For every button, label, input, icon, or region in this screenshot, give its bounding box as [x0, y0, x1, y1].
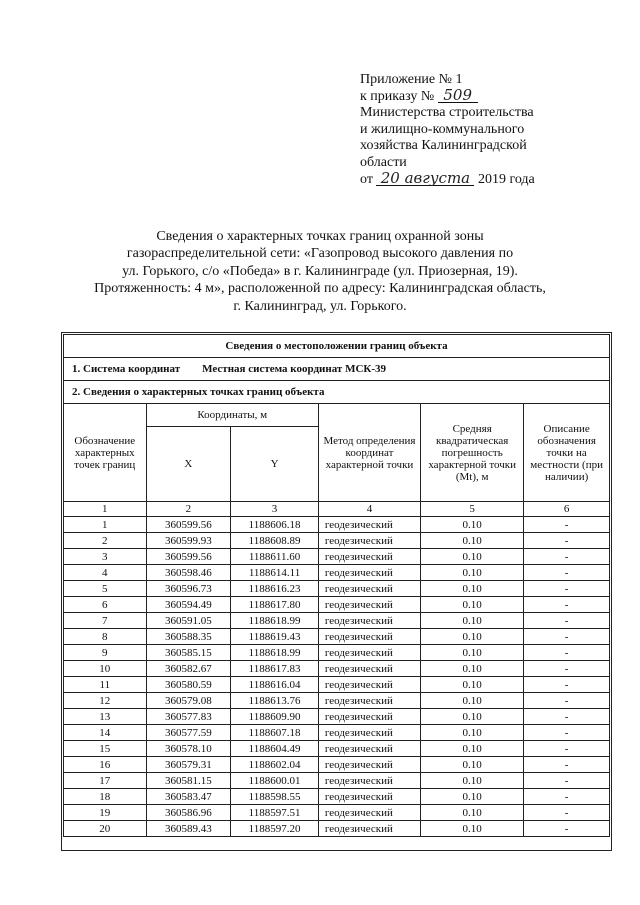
point-number-cell: 7 [64, 613, 147, 629]
description-cell: - [524, 677, 610, 693]
mt-error-cell: 0.10 [421, 821, 524, 837]
points-section-title: 2. Сведения о характерных точках границ объекта [64, 381, 610, 404]
table-row [64, 725, 610, 741]
y-coordinate-cell: 1188607.18 [231, 725, 319, 741]
header-x: X [146, 427, 231, 502]
y-coordinate-cell: 1188598.55 [231, 789, 319, 805]
x-coordinate-cell: 360582.67 [146, 661, 231, 677]
description-cell: - [524, 581, 610, 597]
table-row [64, 709, 610, 725]
mt-error-cell: 0.10 [421, 533, 524, 549]
y-coordinate-cell: 1188616.23 [231, 581, 319, 597]
x-coordinate-cell: 360599.93 [146, 533, 231, 549]
mt-error-cell: 0.10 [421, 677, 524, 693]
table-row [64, 741, 610, 757]
x-coordinate-cell: 360586.96 [146, 805, 231, 821]
point-number-cell: 4 [64, 565, 147, 581]
ministry-line-2: и жилищно-коммунального [360, 121, 525, 137]
order-prefix: к приказу № [360, 88, 435, 104]
appendix-title: Приложение № 1 [360, 72, 463, 87]
table-title: Сведения о местоположении границ объекта [64, 335, 610, 358]
point-number-cell: 20 [64, 821, 147, 837]
point-number-cell: 10 [64, 661, 147, 677]
x-coordinate-cell: 360594.49 [146, 597, 231, 613]
point-number-cell: 5 [64, 581, 147, 597]
description-cell: - [524, 757, 610, 773]
method-cell: геодезический [318, 645, 420, 661]
column-number: 3 [231, 502, 319, 517]
ministry-line-1: Министерства строительства [360, 105, 534, 121]
date-prefix: от [360, 171, 373, 187]
x-coordinate-cell: 360578.10 [146, 741, 231, 757]
order-reference [360, 85, 610, 106]
method-cell: геодезический [318, 725, 420, 741]
y-coordinate-cell: 1188616.04 [231, 677, 319, 693]
heading-line-5: г. Калининград, ул. Горького. [233, 298, 407, 314]
table-row [64, 581, 610, 597]
table-row [64, 517, 610, 533]
y-coordinate-cell: 1188602.04 [231, 757, 319, 773]
column-number: 1 [64, 502, 147, 517]
y-coordinate-cell: 1188606.18 [231, 517, 319, 533]
description-cell: - [524, 805, 610, 821]
point-number-cell: 2 [64, 533, 147, 549]
x-coordinate-cell: 360596.73 [146, 581, 231, 597]
y-coordinate-cell: 1188597.20 [231, 821, 319, 837]
description-cell: - [524, 709, 610, 725]
description-cell: - [524, 549, 610, 565]
description-cell: - [524, 725, 610, 741]
coordinate-system-value: Местная система координат МСК-39 [202, 363, 387, 375]
method-cell: геодезический [318, 693, 420, 709]
mt-error-cell: 0.10 [421, 581, 524, 597]
method-cell: геодезический [318, 677, 420, 693]
table-row [64, 661, 610, 677]
mt-error-cell: 0.10 [421, 549, 524, 565]
description-cell: - [524, 565, 610, 581]
method-cell: геодезический [318, 533, 420, 549]
point-number-cell: 11 [64, 677, 147, 693]
column-number: 5 [421, 502, 524, 517]
heading-line-1: Сведения о характерных точках границ охранной зоны [156, 229, 484, 244]
table-row [64, 677, 610, 693]
table-row [64, 629, 610, 645]
x-coordinate-cell: 360599.56 [146, 549, 231, 565]
x-coordinate-cell: 360589.43 [146, 821, 231, 837]
header-error: Средняя квадратическая погрешность характерной точки (Mt), м [421, 404, 524, 502]
description-cell: - [524, 821, 610, 837]
x-coordinate-cell: 360591.05 [146, 613, 231, 629]
point-number-cell: 1 [64, 517, 147, 533]
header-designation: Обозначение характерных точек границ [64, 404, 147, 502]
description-cell: - [524, 597, 610, 613]
y-coordinate-cell: 1188618.99 [231, 613, 319, 629]
coordinate-system-label: 1. Система координат [72, 363, 181, 375]
table-row [64, 757, 610, 773]
y-coordinate-cell: 1188617.83 [231, 661, 319, 677]
coordinate-system-row [64, 358, 610, 381]
method-cell: геодезический [318, 773, 420, 789]
point-number-cell: 8 [64, 629, 147, 645]
table-row [64, 773, 610, 789]
point-number-cell: 3 [64, 549, 147, 565]
column-number-row [64, 502, 610, 517]
x-coordinate-cell: 360577.59 [146, 725, 231, 741]
method-cell: геодезический [318, 597, 420, 613]
description-cell: - [524, 693, 610, 709]
table-row [64, 693, 610, 709]
mt-error-cell: 0.10 [421, 693, 524, 709]
order-date [360, 168, 610, 189]
point-number-cell: 6 [64, 597, 147, 613]
description-cell: - [524, 533, 610, 549]
mt-error-cell: 0.10 [421, 741, 524, 757]
y-coordinate-cell: 1188619.43 [231, 629, 319, 645]
x-coordinate-cell: 360577.83 [146, 709, 231, 725]
x-coordinate-cell: 360598.46 [146, 565, 231, 581]
description-cell: - [524, 613, 610, 629]
x-coordinate-cell: 360581.15 [146, 773, 231, 789]
y-coordinate-cell: 1188597.51 [231, 805, 319, 821]
mt-error-cell: 0.10 [421, 757, 524, 773]
description-cell: - [524, 629, 610, 645]
method-cell: геодезический [318, 613, 420, 629]
method-cell: геодезический [318, 821, 420, 837]
mt-error-cell: 0.10 [421, 725, 524, 741]
method-cell: геодезический [318, 661, 420, 677]
table-row [64, 565, 610, 581]
mt-error-cell: 0.10 [421, 597, 524, 613]
mt-error-cell: 0.10 [421, 773, 524, 789]
x-coordinate-cell: 360588.35 [146, 629, 231, 645]
table-row [64, 597, 610, 613]
method-cell: геодезический [318, 741, 420, 757]
header-description: Описание обозначения точки на местности (при наличии) [524, 404, 610, 502]
method-cell: геодезический [318, 517, 420, 533]
x-coordinate-cell: 360579.08 [146, 693, 231, 709]
mt-error-cell: 0.10 [421, 645, 524, 661]
description-cell: - [524, 773, 610, 789]
description-cell: - [524, 789, 610, 805]
mt-error-cell: 0.10 [421, 613, 524, 629]
table-row [64, 789, 610, 805]
column-number: 6 [524, 502, 610, 517]
description-cell: - [524, 517, 610, 533]
mt-error-cell: 0.10 [421, 565, 524, 581]
y-coordinate-cell: 1188608.89 [231, 533, 319, 549]
heading-line-3: ул. Горького, с/о «Победа» в г. Калининграде (ул. Приозерная, 19). [122, 263, 518, 279]
point-number-cell: 13 [64, 709, 147, 725]
method-cell: геодезический [318, 629, 420, 645]
x-coordinate-cell: 360583.47 [146, 789, 231, 805]
table-row [64, 821, 610, 837]
column-number: 2 [146, 502, 231, 517]
y-coordinate-cell: 1188604.49 [231, 741, 319, 757]
x-coordinate-cell: 360579.31 [146, 757, 231, 773]
x-coordinate-cell: 360585.15 [146, 645, 231, 661]
column-number: 4 [318, 502, 420, 517]
header-y: Y [231, 427, 319, 502]
point-number-cell: 12 [64, 693, 147, 709]
ministry-line-3: хозяйства Калининградской [360, 138, 527, 154]
mt-error-cell: 0.10 [421, 789, 524, 805]
mt-error-cell: 0.10 [421, 805, 524, 821]
point-number-cell: 15 [64, 741, 147, 757]
mt-error-cell: 0.10 [421, 661, 524, 677]
table-row [64, 533, 610, 549]
point-number-cell: 14 [64, 725, 147, 741]
point-number-cell: 9 [64, 645, 147, 661]
method-cell: геодезический [318, 709, 420, 725]
description-cell: - [524, 645, 610, 661]
ministry-line-4: области [360, 154, 407, 170]
table-row [64, 805, 610, 821]
table-row [64, 549, 610, 565]
y-coordinate-cell: 1188609.90 [231, 709, 319, 725]
table-row [64, 613, 610, 629]
point-number-cell: 17 [64, 773, 147, 789]
point-number-cell: 19 [64, 805, 147, 821]
method-cell: геодезический [318, 581, 420, 597]
y-coordinate-cell: 1188617.80 [231, 597, 319, 613]
x-coordinate-cell: 360599.56 [146, 517, 231, 533]
point-number-cell: 18 [64, 789, 147, 805]
document-heading [40, 228, 600, 315]
order-number-handwritten: 509 [438, 89, 478, 103]
y-coordinate-cell: 1188600.01 [231, 773, 319, 789]
header-method: Метод определения координат характерной точки [318, 404, 420, 502]
point-number-cell: 16 [64, 757, 147, 773]
description-cell: - [524, 741, 610, 757]
method-cell: геодезический [318, 549, 420, 565]
method-cell: геодезический [318, 805, 420, 821]
table-row [64, 645, 610, 661]
date-suffix: 2019 года [477, 171, 535, 187]
y-coordinate-cell: 1188618.99 [231, 645, 319, 661]
date-handwritten: 20 августа [376, 172, 474, 186]
x-coordinate-cell: 360580.59 [146, 677, 231, 693]
mt-error-cell: 0.10 [421, 629, 524, 645]
header-coordinates: Координаты, м [146, 404, 318, 427]
mt-error-cell: 0.10 [421, 709, 524, 725]
y-coordinate-cell: 1188611.60 [231, 549, 319, 565]
mt-error-cell: 0.10 [421, 517, 524, 533]
heading-line-4: Протяженность: 4 м», расположенной по адресу: Калининградская область, [94, 281, 546, 297]
heading-line-2: газораспределительной сети: «Газопровод высокого давления по [126, 246, 514, 262]
method-cell: геодезический [318, 789, 420, 805]
y-coordinate-cell: 1188614.11 [231, 565, 319, 581]
description-cell: - [524, 661, 610, 677]
boundary-points-table [63, 334, 610, 837]
y-coordinate-cell: 1188613.76 [231, 693, 319, 709]
method-cell: геодезический [318, 757, 420, 773]
appendix-block [360, 72, 610, 188]
method-cell: геодезический [318, 565, 420, 581]
